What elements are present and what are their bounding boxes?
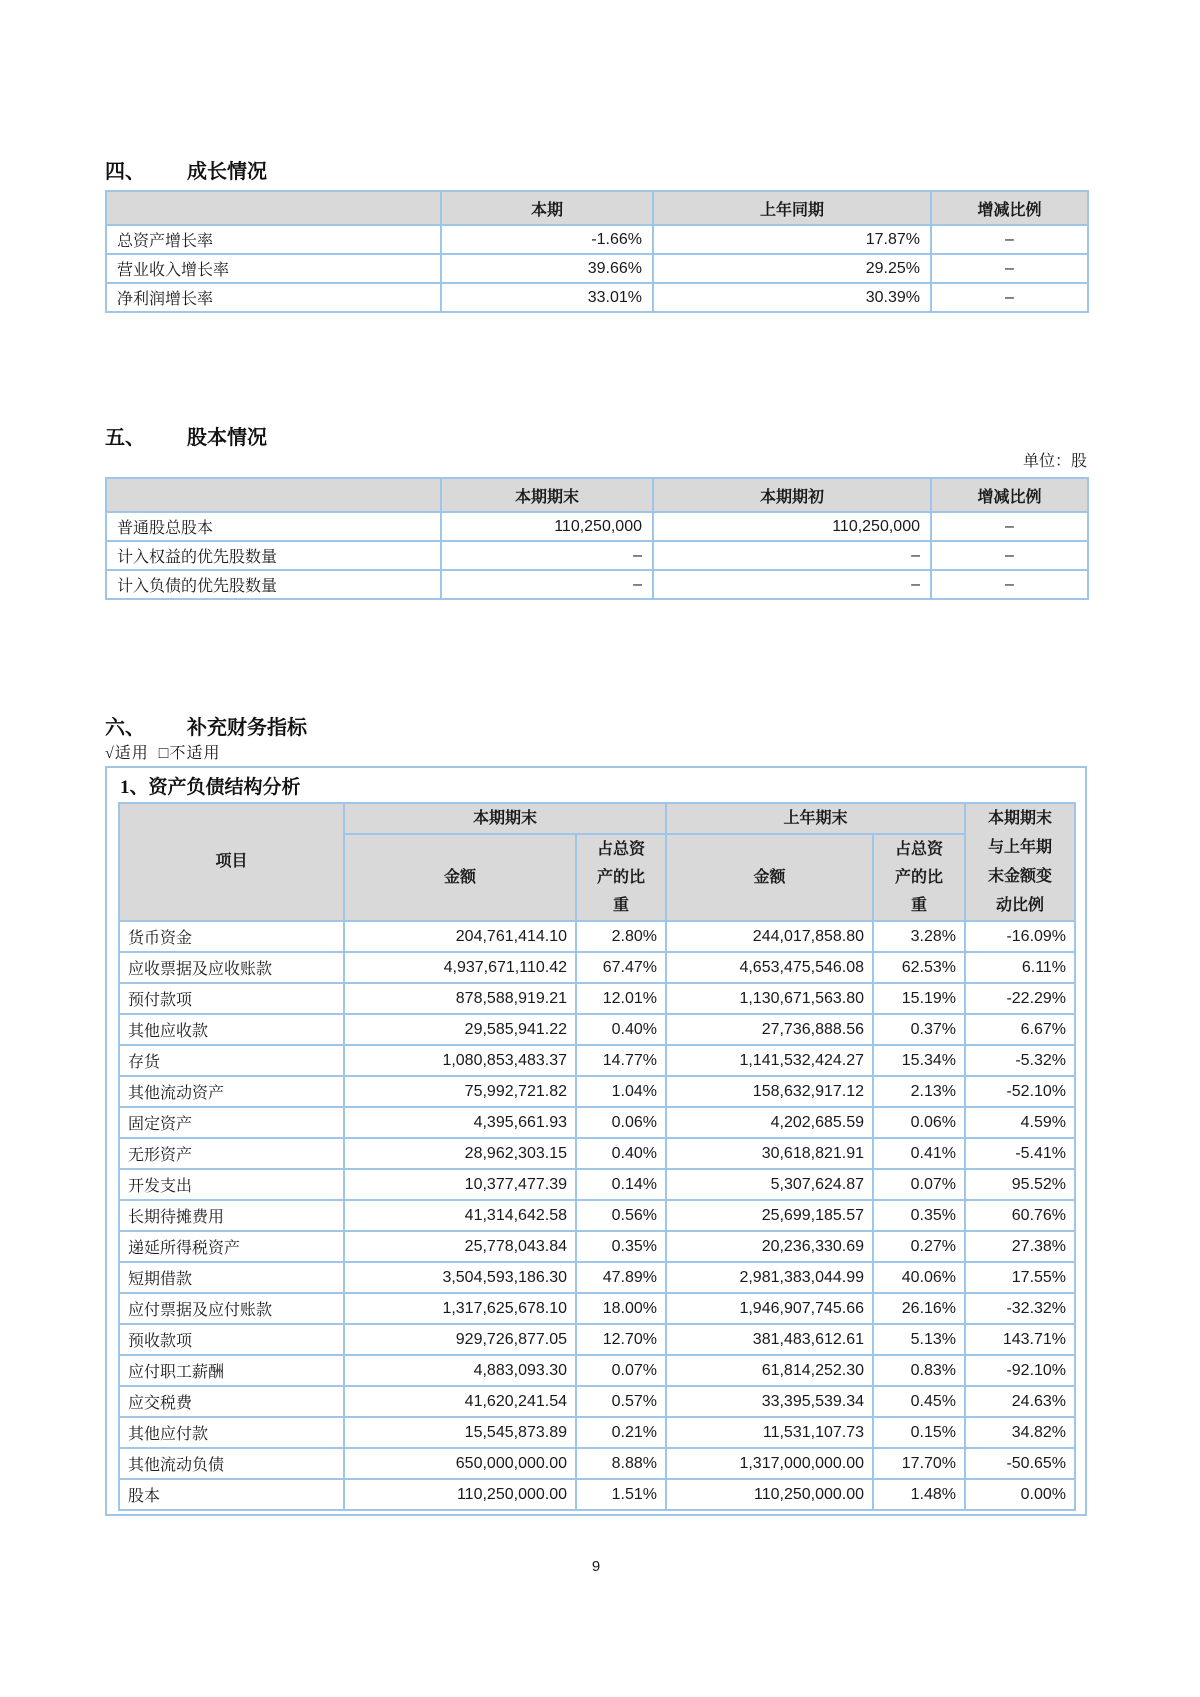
table-row [106, 283, 1088, 312]
cell-value: 1,317,625,678.10 [344, 1293, 576, 1324]
row-label: 其他流动负债 [119, 1448, 344, 1479]
table-row [119, 1138, 1075, 1169]
cell-value: 1.51% [576, 1479, 666, 1510]
row-label: 货币资金 [119, 921, 344, 952]
analysis-box [105, 766, 1087, 1516]
table-row [106, 570, 1088, 599]
cell-value: 1,130,671,563.80 [666, 983, 873, 1014]
col-header-change: 增减比例 [931, 478, 1088, 512]
cell-value: 1,317,000,000.00 [666, 1448, 873, 1479]
cell-value: 4,937,671,110.42 [344, 952, 576, 983]
cell-value: 381,483,612.61 [666, 1324, 873, 1355]
cell-value: – [931, 254, 1088, 283]
table-row [119, 1014, 1075, 1045]
applicability-line [105, 740, 220, 763]
cell-value: 204,761,414.10 [344, 921, 576, 952]
cell-value: 39.66% [441, 254, 653, 283]
row-label: 其他应收款 [119, 1014, 344, 1045]
table-row [106, 225, 1088, 254]
cell-value: 41,620,241.54 [344, 1386, 576, 1417]
cell-value: – [931, 512, 1088, 541]
cell-value: 650,000,000.00 [344, 1448, 576, 1479]
cell-value: 6.11% [965, 952, 1075, 983]
cell-value: 20,236,330.69 [666, 1231, 873, 1262]
cell-value: -32.32% [965, 1293, 1075, 1324]
cell-value: 62.53% [873, 952, 965, 983]
col-header-change-ratio: 本期期末与上年期末金额变动比例 [965, 803, 1075, 921]
cell-value: 0.35% [576, 1231, 666, 1262]
row-label: 净利润增长率 [106, 283, 441, 312]
cell-value: 2.80% [576, 921, 666, 952]
row-label: 预付款项 [119, 983, 344, 1014]
cell-value: 34.82% [965, 1417, 1075, 1448]
row-label: 股本 [119, 1479, 344, 1510]
section-name: 成长情况 [187, 160, 267, 183]
cell-value: 0.83% [873, 1355, 965, 1386]
table-row [119, 1386, 1075, 1417]
table-row [119, 1107, 1075, 1138]
table-row [106, 512, 1088, 541]
unit-note: 单位：股 [1022, 453, 1087, 470]
row-label: 应付职工薪酬 [119, 1355, 344, 1386]
row-label: 递延所得税资产 [119, 1231, 344, 1262]
cell-value: – [653, 570, 931, 599]
row-label: 存货 [119, 1045, 344, 1076]
cell-value: 75,992,721.82 [344, 1076, 576, 1107]
cell-value: 110,250,000.00 [344, 1479, 576, 1510]
cell-value: – [931, 570, 1088, 599]
cell-value: 30.39% [653, 283, 931, 312]
asset-liability-table [118, 802, 1076, 1511]
cell-value: 2.13% [873, 1076, 965, 1107]
table-row [119, 983, 1075, 1014]
cell-value: 4,653,475,546.08 [666, 952, 873, 983]
cell-value: 30,618,821.91 [666, 1138, 873, 1169]
analysis-title: 1、资产负债结构分析 [120, 777, 301, 798]
col-header-ratio-prior: 占总资产的比重 [873, 834, 965, 921]
table-row [119, 1448, 1075, 1479]
row-label: 其他流动资产 [119, 1076, 344, 1107]
not-applicable-checkbox: □不适用 [158, 745, 221, 762]
cell-value: 929,726,877.05 [344, 1324, 576, 1355]
cell-value: 0.57% [576, 1386, 666, 1417]
cell-value: 3.28% [873, 921, 965, 952]
cell-value: -1.66% [441, 225, 653, 254]
cell-value: 15.34% [873, 1045, 965, 1076]
cell-value: – [931, 283, 1088, 312]
cell-value: 61,814,252.30 [666, 1355, 873, 1386]
cell-value: 60.76% [965, 1200, 1075, 1231]
cell-value: 4.59% [965, 1107, 1075, 1138]
table-row [119, 1479, 1075, 1510]
cell-value: 0.07% [873, 1169, 965, 1200]
table-row [119, 1324, 1075, 1355]
cell-value: 4,202,685.59 [666, 1107, 873, 1138]
page-number: 9 [591, 1558, 601, 1575]
cell-value: 110,250,000 [653, 512, 931, 541]
capital-table [105, 477, 1089, 600]
cell-value: 0.37% [873, 1014, 965, 1045]
cell-value: 12.01% [576, 983, 666, 1014]
cell-value: 0.15% [873, 1417, 965, 1448]
cell-value: 4,883,093.30 [344, 1355, 576, 1386]
cell-value: -52.10% [965, 1076, 1075, 1107]
cell-value: 0.40% [576, 1138, 666, 1169]
cell-value: 15.19% [873, 983, 965, 1014]
col-header-change: 增减比例 [931, 191, 1088, 225]
col-header-amount-prior: 金额 [666, 834, 873, 921]
table-row [119, 1293, 1075, 1324]
corner-cell [106, 478, 441, 512]
cell-value: 0.07% [576, 1355, 666, 1386]
cell-value: 18.00% [576, 1293, 666, 1324]
section-growth-title [105, 155, 267, 184]
cell-value: 17.55% [965, 1262, 1075, 1293]
cell-value: 0.27% [873, 1231, 965, 1262]
cell-value: 0.41% [873, 1138, 965, 1169]
cell-value: – [931, 541, 1088, 570]
row-label: 营业收入增长率 [106, 254, 441, 283]
cell-value: 17.87% [653, 225, 931, 254]
col-header-period-end: 本期期末 [441, 478, 653, 512]
cell-value: 0.00% [965, 1479, 1075, 1510]
cell-value: 25,778,043.84 [344, 1231, 576, 1262]
row-label: 应收票据及应收账款 [119, 952, 344, 983]
cell-value: 11,531,107.73 [666, 1417, 873, 1448]
table-row [119, 1045, 1075, 1076]
section-number: 五、 [105, 426, 145, 449]
group-header-current: 本期期末 [344, 803, 666, 834]
table-row [119, 1417, 1075, 1448]
cell-value: 8.88% [576, 1448, 666, 1479]
cell-value: 3,504,593,186.30 [344, 1262, 576, 1293]
growth-table-header [106, 191, 1088, 225]
table-row [119, 1231, 1075, 1262]
table-row [119, 1262, 1075, 1293]
cell-value: 67.47% [576, 952, 666, 983]
cell-value: 244,017,858.80 [666, 921, 873, 952]
cell-value: 1,080,853,483.37 [344, 1045, 576, 1076]
cell-value: 1,946,907,745.66 [666, 1293, 873, 1324]
row-label: 预收款项 [119, 1324, 344, 1355]
col-header-current: 本期 [441, 191, 653, 225]
cell-value: 27,736,888.56 [666, 1014, 873, 1045]
cell-value: 5.13% [873, 1324, 965, 1355]
cell-value: 0.56% [576, 1200, 666, 1231]
capital-table-header [106, 478, 1088, 512]
cell-value: 15,545,873.89 [344, 1417, 576, 1448]
table-row [119, 921, 1075, 952]
cell-value: 2,981,383,044.99 [666, 1262, 873, 1293]
row-label: 开发支出 [119, 1169, 344, 1200]
cell-value: – [931, 225, 1088, 254]
table-row [119, 1355, 1075, 1386]
corner-cell [106, 191, 441, 225]
cell-value: 14.77% [576, 1045, 666, 1076]
cell-value: 158,632,917.12 [666, 1076, 873, 1107]
row-label: 长期待摊费用 [119, 1200, 344, 1231]
cell-value: 0.21% [576, 1417, 666, 1448]
asset-liability-table-header [119, 803, 1075, 921]
section-capital-title [105, 421, 267, 450]
row-label: 应付票据及应付账款 [119, 1293, 344, 1324]
cell-value: 95.52% [965, 1169, 1075, 1200]
cell-value: 878,588,919.21 [344, 983, 576, 1014]
cell-value: 28,962,303.15 [344, 1138, 576, 1169]
row-label: 短期借款 [119, 1262, 344, 1293]
cell-value: 10,377,477.39 [344, 1169, 576, 1200]
cell-value: 25,699,185.57 [666, 1200, 873, 1231]
cell-value: 24.63% [965, 1386, 1075, 1417]
cell-value: 1.48% [873, 1479, 965, 1510]
section-name: 补充财务指标 [187, 716, 307, 739]
table-row [119, 952, 1075, 983]
row-label: 计入负债的优先股数量 [106, 570, 441, 599]
cell-value: -5.32% [965, 1045, 1075, 1076]
cell-value: 33.01% [441, 283, 653, 312]
cell-value: -22.29% [965, 983, 1075, 1014]
cell-value: -16.09% [965, 921, 1075, 952]
cell-value: 26.16% [873, 1293, 965, 1324]
row-label: 无形资产 [119, 1138, 344, 1169]
col-header-item: 项目 [119, 803, 344, 921]
row-label: 普通股总股本 [106, 512, 441, 541]
growth-table [105, 190, 1089, 313]
section-number: 六、 [105, 716, 145, 739]
cell-value: -92.10% [965, 1355, 1075, 1386]
row-label: 总资产增长率 [106, 225, 441, 254]
cell-value: 0.06% [576, 1107, 666, 1138]
cell-value: 27.38% [965, 1231, 1075, 1262]
col-header-amount-current: 金额 [344, 834, 576, 921]
cell-value: 41,314,642.58 [344, 1200, 576, 1231]
table-row [119, 1200, 1075, 1231]
cell-value: 1,141,532,424.27 [666, 1045, 873, 1076]
cell-value: 40.06% [873, 1262, 965, 1293]
cell-value: 6.67% [965, 1014, 1075, 1045]
table-row [119, 1076, 1075, 1107]
cell-value: – [441, 570, 653, 599]
cell-value: – [653, 541, 931, 570]
row-label: 固定资产 [119, 1107, 344, 1138]
section-number: 四、 [105, 160, 145, 183]
cell-value: 12.70% [576, 1324, 666, 1355]
col-header-period-begin: 本期期初 [653, 478, 931, 512]
cell-value: 110,250,000.00 [666, 1479, 873, 1510]
group-header-prior: 上年期末 [666, 803, 965, 834]
cell-value: 0.06% [873, 1107, 965, 1138]
row-label: 其他应付款 [119, 1417, 344, 1448]
cell-value: 33,395,539.34 [666, 1386, 873, 1417]
cell-value: 0.45% [873, 1386, 965, 1417]
col-header-prior: 上年同期 [653, 191, 931, 225]
cell-value: -5.41% [965, 1138, 1075, 1169]
cell-value: 4,395,661.93 [344, 1107, 576, 1138]
cell-value: 47.89% [576, 1262, 666, 1293]
section-name: 股本情况 [187, 426, 267, 449]
cell-value: 110,250,000 [441, 512, 653, 541]
table-row [106, 541, 1088, 570]
row-label: 计入权益的优先股数量 [106, 541, 441, 570]
cell-value: 17.70% [873, 1448, 965, 1479]
cell-value: 1.04% [576, 1076, 666, 1107]
cell-value: 0.40% [576, 1014, 666, 1045]
table-row [119, 1169, 1075, 1200]
cell-value: 0.35% [873, 1200, 965, 1231]
row-label: 应交税费 [119, 1386, 344, 1417]
cell-value: -50.65% [965, 1448, 1075, 1479]
cell-value: 5,307,624.87 [666, 1169, 873, 1200]
cell-value: – [441, 541, 653, 570]
cell-value: 143.71% [965, 1324, 1075, 1355]
cell-value: 29.25% [653, 254, 931, 283]
col-header-ratio-current: 占总资产的比重 [576, 834, 666, 921]
cell-value: 0.14% [576, 1169, 666, 1200]
applicable-checkbox: √适用 [105, 745, 149, 762]
section-supplementary-title [105, 711, 307, 740]
cell-value: 29,585,941.22 [344, 1014, 576, 1045]
table-row [106, 254, 1088, 283]
